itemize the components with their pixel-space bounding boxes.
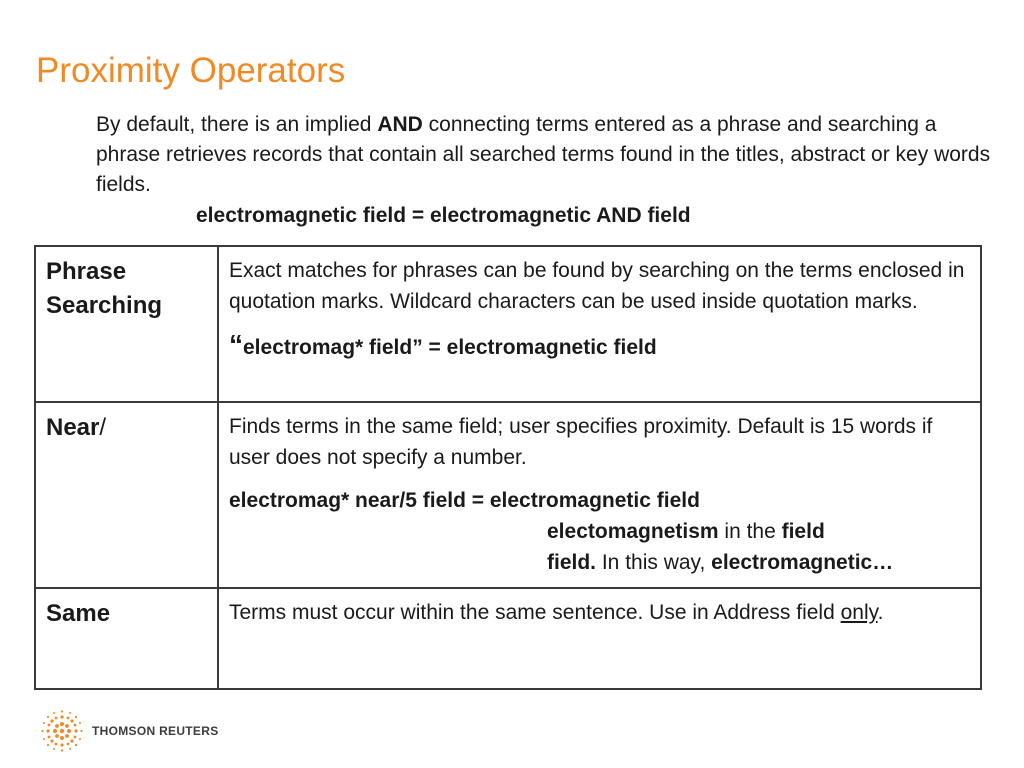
description-plain: Terms must occur within the same sentence. Use in Address field bbox=[229, 600, 841, 624]
term-cell bbox=[35, 588, 218, 689]
logo-wordmark: THOMSON REUTERS bbox=[92, 724, 219, 738]
example-bold: electromagnetic… bbox=[711, 551, 894, 575]
slide-title: Proximity Operators bbox=[36, 51, 346, 90]
term-label: Phrase Searching bbox=[46, 258, 163, 319]
example-line-3 bbox=[229, 547, 970, 578]
equation-example: electromagnetic field = electromagnetic AND field bbox=[196, 204, 691, 227]
description-underlined: only bbox=[840, 600, 878, 624]
example-plain: In this way, bbox=[596, 551, 712, 575]
intro-paragraph bbox=[96, 110, 996, 200]
intro-text-2: connecting terms entered as a phrase and searching a phrase retrieves records that contain all searched terms found in the titles, abstract or key words fields. bbox=[96, 113, 991, 196]
footer-logo bbox=[40, 709, 219, 753]
description-text bbox=[229, 597, 970, 628]
open-quote: “ bbox=[229, 329, 243, 360]
intro-text-1: By default, there is an implied bbox=[96, 113, 378, 136]
example-line-2 bbox=[229, 516, 970, 547]
table-row bbox=[35, 246, 981, 402]
example-body: electromag* field” = electromagnetic field bbox=[243, 336, 657, 359]
example-text bbox=[229, 329, 970, 363]
description-cell bbox=[218, 246, 981, 402]
term-cell bbox=[35, 246, 218, 402]
intro-and-bold: AND bbox=[377, 113, 423, 136]
example-plain: in the bbox=[718, 520, 782, 544]
description-plain: . bbox=[877, 600, 884, 624]
example-line-1: electromag* near/5 field = electromagnetic field bbox=[229, 489, 700, 513]
term-cell bbox=[35, 402, 218, 587]
description-text: Exact matches for phrases can be found by searching on the terms enclosed in quotation marks. Wildcard characters can be used inside quotation marks. bbox=[229, 259, 965, 313]
description-cell bbox=[218, 588, 981, 689]
description-text: Finds terms in the same field; user specifies proximity. Default is 15 words if user does not specify a number. bbox=[229, 415, 933, 470]
example-bold: field. bbox=[547, 551, 597, 575]
example-bold: electomagnetism bbox=[547, 520, 719, 544]
term-label: Near bbox=[46, 414, 100, 442]
table-row bbox=[35, 402, 981, 587]
operators-table bbox=[34, 245, 982, 690]
thomson-reuters-dot-sphere-icon bbox=[40, 709, 84, 753]
table-row bbox=[35, 588, 981, 689]
description-cell bbox=[218, 402, 981, 587]
term-suffix: / bbox=[99, 414, 107, 442]
term-label: Same bbox=[46, 599, 111, 627]
example-bold: field bbox=[781, 520, 825, 544]
